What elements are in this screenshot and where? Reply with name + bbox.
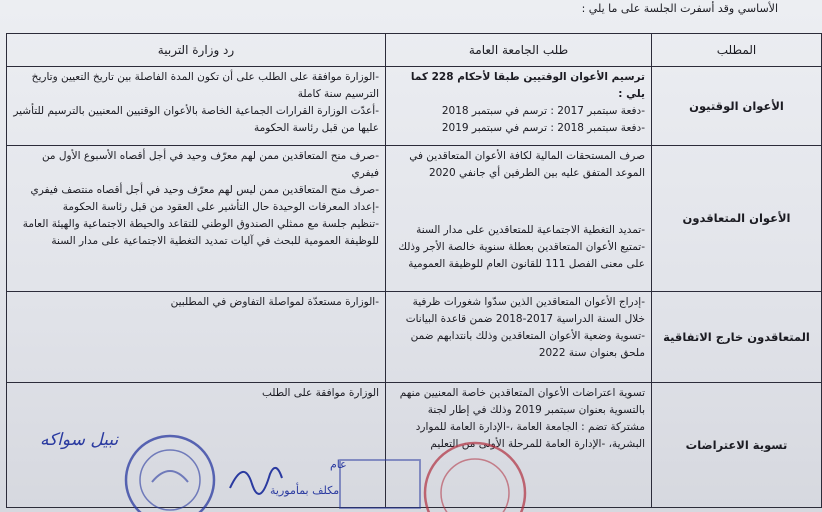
- request-line: تسوية اعتراضات الأعوان المتعاقدين خاصة المعنيين منهم بالتسوية بعنوان سبتمبر 2019 وذلك في إطار لجنة مشتركة تضم : الجامعة العامة ،-الإدارة العامة للموارد البشرية، -الإدارة العامة للمرحلة الأولى من التعليم: [399, 387, 645, 450]
- round-stamp-left-icon: [122, 432, 218, 512]
- stamp-text-center: عام: [330, 458, 347, 471]
- table-header-row: [7, 34, 822, 67]
- table-row: [7, 67, 822, 146]
- table-row: [7, 146, 822, 292]
- header-demand: المطلب: [652, 34, 822, 67]
- request-line: -تمديد التغطية الاجتماعية للمتعاقدين على مدار السنة: [416, 224, 645, 236]
- handwritten-signature-left: نبيل سواكه: [40, 430, 119, 450]
- response-cell: [7, 67, 386, 146]
- intro-text: الأساسي وقد أسفرت الجلسة على ما يلي :: [581, 2, 778, 15]
- signature-scribble-icon: [226, 448, 286, 512]
- demand-cell: المتعاقدون خارج الاتفاقية: [652, 292, 822, 383]
- response-cell: [7, 292, 386, 383]
- demand-cell: الأعوان المتعاقدون: [652, 146, 822, 292]
- request-line: -تسوية وضعية الأعوان المتعاقدين وذلك بانتدابهم ضمن ملحق بعنوان سنة 2022: [410, 330, 645, 359]
- stamp-text-right: مكلف بمأمورية: [270, 484, 340, 497]
- header-ministry-response: رد وزارة التربية: [7, 34, 386, 67]
- demand-cell: تسوية الاعتراضات: [652, 383, 822, 508]
- response-line: -الوزارة مستعدّة لمواصلة التفاوض في المطلبين: [170, 296, 379, 308]
- response-line: -إعداد المعرفات الوحيدة حال التأشير على العقود من قبل رئاسة الحكومة: [62, 201, 379, 213]
- rectangular-stamp-icon: [336, 452, 426, 512]
- request-line: -دفعة سبتمبر 2018 : ترسم في سبتمبر 2019: [441, 122, 645, 134]
- header-general-union-request: طلب الجامعة العامة: [386, 34, 652, 67]
- request-line: -تمتيع الأعوان المتعاقدين بعطلة سنوية خالصة الأجر وذلك على معنى الفصل 111 للقانون العام للوظيفة العمومية: [398, 241, 645, 270]
- table-row: [7, 292, 822, 383]
- request-line: [392, 182, 645, 222]
- request-cell: [386, 146, 652, 292]
- response-line: -أعدّت الوزارة القرارات الجماعية الخاصة بالأعوان الوقتيين المعنيين بالترسيم للتأشير عليها من قبل رئاسة الحكومة: [13, 105, 379, 134]
- response-cell: [7, 146, 386, 292]
- response-line: -صرف منح المتعاقدين ممن ليس لهم معرّف وحيد في أجل أقصاه منتصف فيفري: [30, 184, 379, 196]
- round-stamp-red-icon: [420, 438, 530, 512]
- response-line: -صرف منح المتعاقدين ممن لهم معرّف وحيد في أجل أقصاه الأسبوع الأول من فيفري: [41, 150, 379, 179]
- response-line: -تنظيم جلسة مع ممثلي الصندوق الوطني للتقاعد والحيطة الاجتماعية والهيئة العامة للوظيفة العمومية للبحث في آليات تمديد التغطية الاجتماعية على مدار السنة: [22, 218, 379, 247]
- request-line: صرف المستحقات المالية لكافة الأعوان المتعاقدين في الموعد المتفق عليه بين الطرفين أي جانفي 2020: [409, 150, 645, 179]
- request-cell: [386, 292, 652, 383]
- request-line: -دفعة سبتمبر 2017 : ترسم في سبتمبر 2018: [441, 105, 645, 117]
- request-line: -إدراج الأعوان المتعاقدين الذين سدّوا شغورات ظرفية خلال السنة الدراسية 2017-2018 ضمن قاعدة البيانات: [405, 296, 645, 325]
- demand-cell: الأعوان الوقتيون: [652, 67, 822, 146]
- response-line: الوزارة موافقة على الطلب: [261, 387, 379, 399]
- response-line: -الوزارة موافقة على الطلب على أن تكون المدة الفاصلة بين تاريخ التعيين وتاريخ الترسيم سنة كاملة: [31, 71, 379, 100]
- request-line: ترسيم الأعوان الوقتيين طبقا لأحكام 228 كما يلي :: [410, 71, 645, 100]
- request-cell: [386, 67, 652, 146]
